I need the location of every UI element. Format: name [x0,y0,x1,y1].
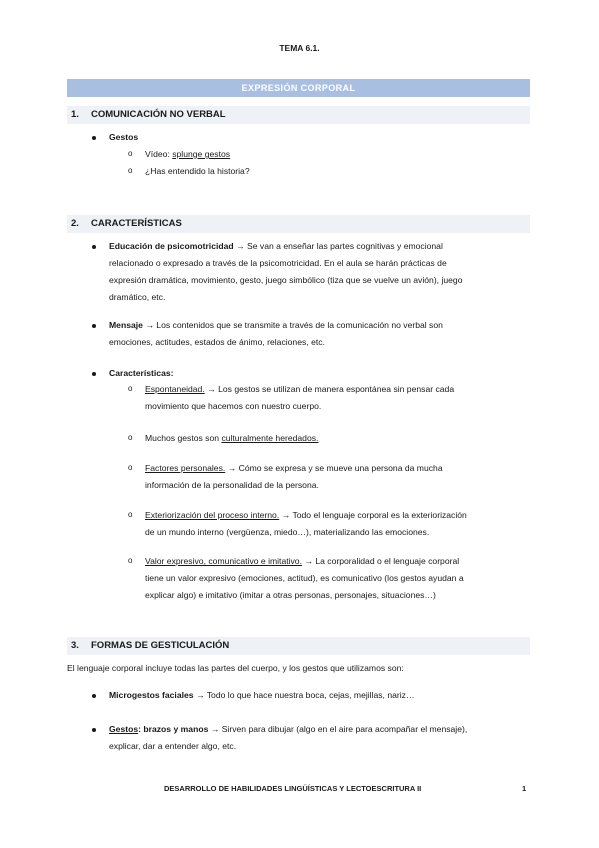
item-valor-expresivo: Valor expresivo, comunicativo e imitativo. → La corporalidad o el lenguaje corporal tiene un valor expresivo (emociones, actitud), es comunicativo (los gestos ayudan a explicar algo) e imitativo (imitar a otras personas, personajes, situaciones…) [145,556,464,600]
bullet-psicomotricidad: Educación de psicomotricidad → Se van a enseñar las partes cognitivas y emocional relacionado o expresado a través de la psicomotricidad. En el aula se harán prácticas de expresión dramática, movimiento, gesto, juego simbólico (tiza que se vuelve un avión), juego dramático, etc. [109,241,463,302]
section-number: 1. [71,109,79,120]
section-title: FORMAS DE GESTICULACIÓN [91,640,230,651]
document-title: TEMA 6.1. [279,43,320,53]
sub-bullet-circle: o [128,556,133,565]
section-2-heading [67,215,530,233]
sub-bullet-circle: o [128,463,133,472]
sub-bullet-circle: o [128,166,133,175]
section-3-intro: El lenguaje corporal incluye todas las partes del cuerpo, y los gestos que utilizamos son: [67,663,404,673]
bullet-dot [92,245,96,249]
bullet-dot [92,324,96,328]
section-title: COMUNICACIÓN NO VERBAL [91,109,226,120]
section-3-heading [67,637,530,655]
section-title: CARACTERÍSTICAS [91,218,182,229]
item-factores-personales: Factores personales. → Cómo se expresa y se mueve una persona da mucha información de la personalidad de la persona. [145,463,443,490]
page-number: 1 [522,784,527,793]
section-number: 2. [71,218,79,229]
topic-banner: EXPRESIÓN CORPORAL [67,79,530,97]
section-1-heading [67,106,530,124]
sub-bullet-circle: o [128,384,133,393]
bullet-mensaje: Mensaje → Los contenidos que se transmite a través de la comunicación no verbal son emociones, actitudes, estados de ánimo, relaciones, etc. [109,320,443,347]
bullet-dot [92,694,96,698]
bullet-caracteristicas: Características: [109,368,174,378]
bullet-gestos-brazos: Gestos: brazos y manos → Sirven para dibujar (algo en el aire para acompañar el mensaje), explicar, dar a entender algo, etc. [109,724,468,751]
section-number: 3. [71,640,79,651]
bullet-gestos: Gestos [109,132,139,142]
question-item: ¿Has entendido la historia? [145,166,250,176]
bullet-dot [92,136,96,140]
video-item: Vídeo: splunge gestos [145,149,231,159]
sub-bullet-circle: o [128,433,133,442]
sub-bullet-circle: o [128,510,133,519]
item-culturalmente: Muchos gestos son culturalmente heredados. [145,433,319,443]
bullet-dot [92,372,96,376]
bullet-microgestos: Microgestos faciales → Todo lo que hace nuestra boca, cejas, mejillas, nariz… [109,690,415,700]
sub-bullet-circle: o [128,149,133,158]
item-espontaneidad: Espontaneidad. → Los gestos se utilizan de manera espontánea sin pensar cada movimiento que hacemos con nuestro cuerpo. [145,384,455,411]
item-exteriorizacion: Exteriorización del proceso interno. → Todo el lenguaje corporal es la exteriorización de un mundo interno (vergüenza, miedo…), materializando las emociones. [145,510,467,537]
bullet-dot [92,728,96,732]
footer-course-name: DESARROLLO DE HABILIDADES LINGÜÍSTICAS Y LECTOESCRITURA II [164,784,422,793]
video-link[interactable]: splunge gestos [172,149,231,159]
